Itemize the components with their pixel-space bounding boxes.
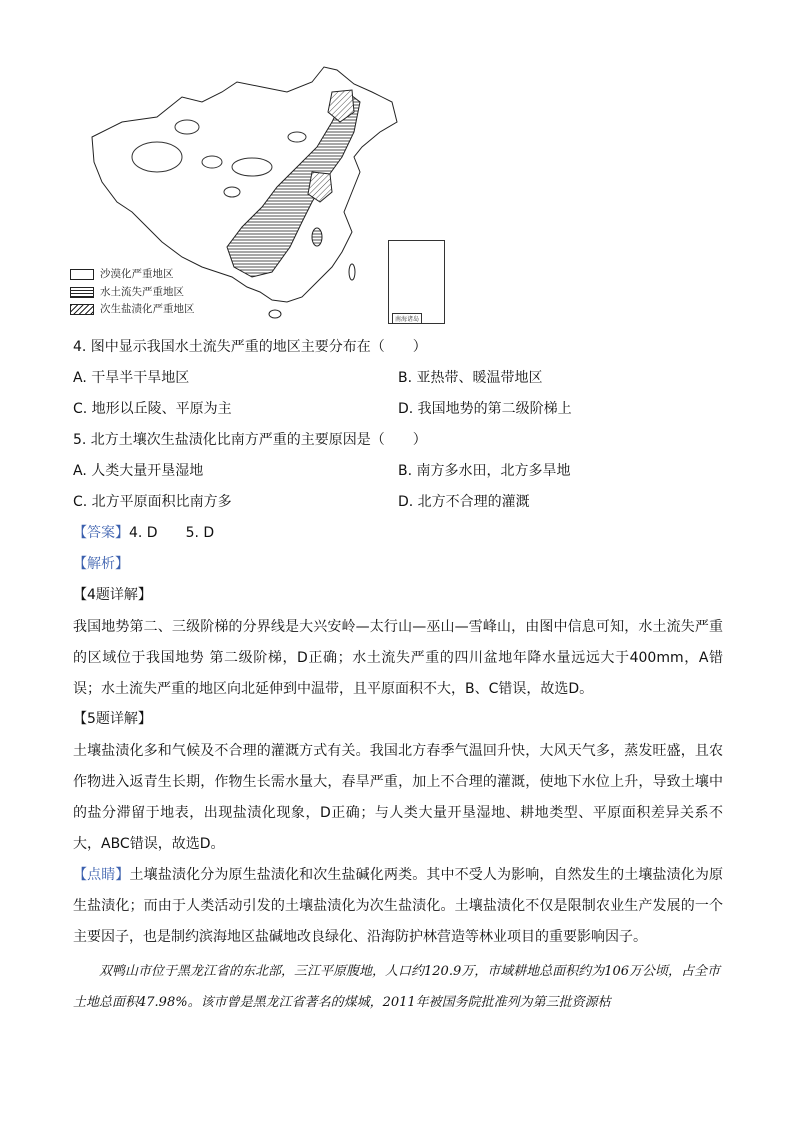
legend-item-salinization bbox=[70, 301, 195, 319]
q5-option-d: D. 北方不合理的灌溉 bbox=[398, 494, 530, 510]
south-china-sea-inset bbox=[388, 240, 445, 324]
q4-stem: 4. 图中显示我国水土流失严重的地区主要分布在（ ） bbox=[73, 339, 427, 355]
legend-item-erosion bbox=[70, 284, 195, 302]
legend-label: 水土流失严重地区 bbox=[100, 285, 184, 298]
q5-option-a: A. 人类大量开垦湿地 bbox=[73, 463, 204, 479]
analysis-label: 【解析】 bbox=[73, 556, 129, 572]
next-material: 双鸭山市位于黑龙江省的东北部，三江平原腹地，人口约120.9万，市域耕地总面积约为106万公顷，占全市土地总面积47.98%。该市曾是黑龙江省著名的煤城，2011年被国务院批准列为第三批资源枯 bbox=[73, 964, 721, 1010]
answer-label: 【答案】 bbox=[73, 525, 129, 541]
legend-label: 次生盐渍化严重地区 bbox=[100, 303, 195, 315]
legend-swatch bbox=[70, 287, 94, 298]
q4-option-a: A. 干旱半干旱地区 bbox=[73, 370, 190, 386]
desert-area bbox=[202, 156, 222, 168]
answer-line bbox=[73, 523, 214, 543]
desert-area bbox=[224, 187, 240, 197]
q4-option-b: B. 亚热带、暖温带地区 bbox=[398, 370, 543, 386]
q5-option-c: C. 北方平原面积比南方多 bbox=[73, 494, 232, 510]
desert-area bbox=[132, 142, 182, 172]
note-block bbox=[73, 860, 723, 953]
desert-area bbox=[288, 132, 306, 142]
legend-swatch bbox=[70, 304, 94, 315]
legend-label: 沙漠化严重地区 bbox=[100, 268, 174, 280]
legend-swatch bbox=[70, 269, 94, 280]
erosion-spot bbox=[312, 228, 322, 246]
hainan-island bbox=[269, 310, 281, 318]
answer-text: 4. D 5. D bbox=[129, 525, 215, 541]
detail4-text: 我国地势第二、三级阶梯的分界线是大兴安岭—太行山—巫山—雪峰山，由图中信息可知，水土流失严重的区域位于我国地势 第二级阶梯，D正确；水土流失严重的四川盆地年降水量远远大于400mm，A错误；水土流失严重的地区向北延伸到中温带，且平原面积不大，B、C错误，故选D。 bbox=[73, 619, 723, 697]
q4-option-d: D. 我国地势的第二级阶梯上 bbox=[398, 401, 572, 417]
map-legend bbox=[70, 266, 195, 319]
detail5-text: 土壤盐渍化多和气候及不合理的灌溉方式有关。我国北方春季气温回升快，大风天气多，蒸发旺盛，且农作物进入返青生长期，作物生长需水量大，春旱严重，加上不合理的灌溉，使地下水位上升，导致土壤中的盐分滞留于地表，出现盐渍化现象，D正确；与人类大量开垦湿地、耕地类型、平原面积差异关系不大，ABC错误，故选D。 bbox=[73, 743, 723, 852]
detail5-label: 【5题详解】 bbox=[73, 711, 152, 727]
q4-option-c: C. 地形以丘陵、平原为主 bbox=[73, 401, 232, 417]
note-text: 土壤盐渍化分为原生盐渍化和次生盐碱化两类。其中不受人为影响，自然发生的土壤盐渍化为原生盐渍化；而由于人类活动引发的土壤盐渍化为次生盐渍化。土壤盐渍化不仅是限制农业生产发展的一个主要因子，也是制约滨海地区盐碱地改良绿化、沿海防护林营造等林业项目的重要影响因子。 bbox=[73, 867, 724, 945]
taiwan-island bbox=[349, 264, 355, 280]
desert-area bbox=[232, 158, 272, 176]
note-label: 【点睛】 bbox=[73, 867, 130, 883]
detail4-label: 【4题详解】 bbox=[73, 587, 152, 603]
q5-option-b: B. 南方多水田，北方多旱地 bbox=[398, 463, 571, 479]
inset-label: 南海诸岛 bbox=[392, 313, 422, 324]
q5-stem: 5. 北方土壤次生盐渍化比南方严重的主要原因是（ ） bbox=[73, 432, 427, 448]
legend-item-desert bbox=[70, 266, 195, 284]
desert-area bbox=[175, 120, 199, 134]
